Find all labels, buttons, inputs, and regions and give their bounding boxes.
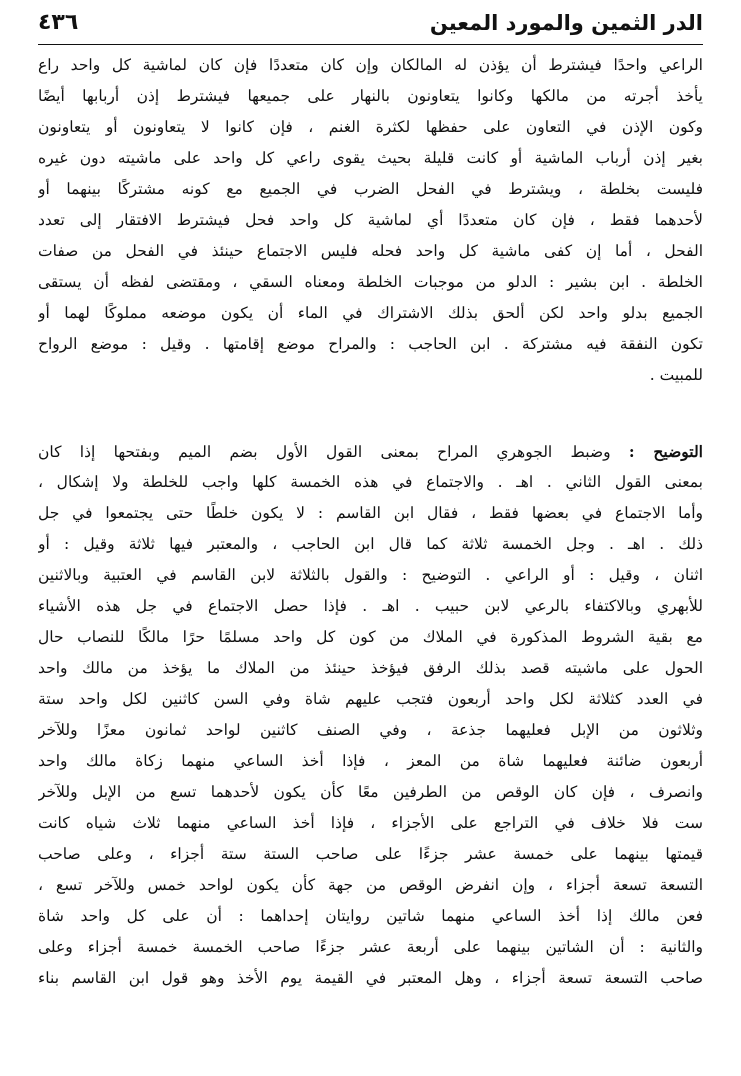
text-line xyxy=(38,1025,703,1056)
text-line: الحول على ماشيته قصد بذلك الرفق فيؤخذ حينئذ من الملاك ما يؤخذ من مالك واحد xyxy=(38,659,703,677)
paragraph-lead: التوضيح : xyxy=(628,442,703,461)
text-line: فليست بخلطة ، ويشترط في الفحل الضرب في الجميع مع كونه مشتركًا بينهما أو xyxy=(38,180,703,198)
text-line: وانصرف ، فإن كان الوقص من الطرفين معًا كأن يكون لأحدهما تسع من الإبل وللآخر xyxy=(38,783,703,801)
text-line xyxy=(38,994,703,1025)
running-title: الدر الثمين والمورد المعين xyxy=(429,11,703,35)
text-line: قيمتها بينهما على خمسة عشر جزءًا على صاحب الستة ستة أجزاء ، وعلى صاحب xyxy=(38,845,703,863)
text-line: للأبهري وبالاكتفاء بالرعي لابن حبيب . اهـ . فإذا حصل الاجتماع في جل هذه الأشياء xyxy=(38,597,703,615)
text-line: لأحدهما فقط ، فإن كان متعددًا أي لماشية كل واحد فحل فيشترط الافتقار إلى تعدد xyxy=(38,211,703,229)
text-line: تكون النفقة فيه مشتركة . ابن الحاجب : والمراح موضع إقامتها . وقيل : موضع الرواح xyxy=(38,335,703,353)
text-line: بغير إذن أرباب الماشية أو كانت قليلة بحيث يقوى راعي كل واحد على ماشيته دون غيره xyxy=(38,149,703,167)
text-line-last: للمبيت . xyxy=(649,366,703,384)
text-line: في العدد كثلاثة لكل واحد أربعون فتجب عليهم شاة وفي السن كاثنين لكل واحد ستة xyxy=(38,690,703,708)
page-number: ٤٣٦ xyxy=(38,10,79,35)
text-line: الراعي واحدًا فيشترط أن يؤذن له المالكان وإن كان متعددًا فإن كان لماشية كل واحد راع xyxy=(38,56,703,74)
text-line: مع بقية الشروط المذكورة في الملاك من كون كل واحد مسلمًا حرًا مالكًا للنصاب حال xyxy=(38,628,703,646)
text-line: فعن مالك إذا أخذ الساعي منهما شاتين روايتان إحداهما : أن على كل واحد شاة xyxy=(38,907,703,925)
text-line: وأما الاجتماع في بعضها فقط ، فقال ابن القاسم : لا يكون خلطًا حتى يجتمعوا في جل xyxy=(38,504,703,522)
text-line-first xyxy=(38,436,703,467)
text-line: وكون الإذن في التعاون على حفظها لكثرة الغنم ، فإن كانوا لا يتعاونون أو يتعاونون xyxy=(38,118,703,136)
text-line: الجميع بدلو واحد لكن ألحق بذلك الاشتراك في الماء أن يكون موضعه مملوكًا لهما أو xyxy=(38,304,703,322)
text-line: ذلك . اهـ . وجل الخمسة ثلاثة كما قال ابن الحاجب ، والمعتبر فيها ثلاثة وقيل : أو xyxy=(38,535,703,553)
text-line: وثلاثون من الإبل فعليهما جذعة ، وفي الصنف كاثنين لواحد ثمانون معزًا وللآخر xyxy=(38,721,703,739)
text-line: التسعة تسعة أجزاء ، وإن انفرض الوقص من جهة كأن يكون لواحد خمس وللآخر تسع ، xyxy=(38,876,703,894)
page-header xyxy=(38,6,703,40)
text-line: الفحل ، أما إن كفى ماشية كل واحد فحله فليس الاجتماع حينئذ في الفحل من صفات xyxy=(38,242,703,260)
paragraph-2 xyxy=(38,436,703,1056)
paragraph-1 xyxy=(38,50,703,391)
text-line: ست فلا خلاف في التراجع على الأجزاء ، فإذا أخذ الساعي منهما ثلاث شياه كانت xyxy=(38,814,703,832)
first-line-text: وضبط الجوهري المراح بمعنى القول الأول بضم الميم وبفتحها إذا كان xyxy=(38,443,611,461)
text-line: اثنان ، وقيل : أو الراعي . التوضيح : والقول بالثلاثة لابن القاسم في العتبية وبالاثنين xyxy=(38,566,703,584)
text-line: بمعنى القول الثاني . اهـ . والاجتماع في هذه الخمسة كلها واجب للخلطة ولا إشكال ، xyxy=(38,473,703,491)
header-rule xyxy=(38,44,703,45)
text-line: الخلطة . ابن بشير : الدلو من موجبات الخلطة ومعناه السقي ، ومقتضى لفظه أن يستقى xyxy=(38,273,703,291)
text-line: يأخذ أجرته من مالكها وكانوا يتعاونون بالنهار على جميعها فيشترط إذن أربابها أيضًا xyxy=(38,87,703,105)
text-line: صاحب التسعة تسعة أجزاء ، وهل المعتبر في القيمة يوم الأخذ وهو قول ابن القاسم بناء xyxy=(38,969,703,987)
text-line: والثانية : أن الشاتين بينهما على أربعة عشر جزءًا صاحب الخمسة خمسة أجزاء وعلى xyxy=(38,938,703,956)
text-line: أربعون ضائنة فعليهما شاة من المعز ، فإذا أخذ الساعي منهما زكاة مالك واحد xyxy=(38,752,703,770)
